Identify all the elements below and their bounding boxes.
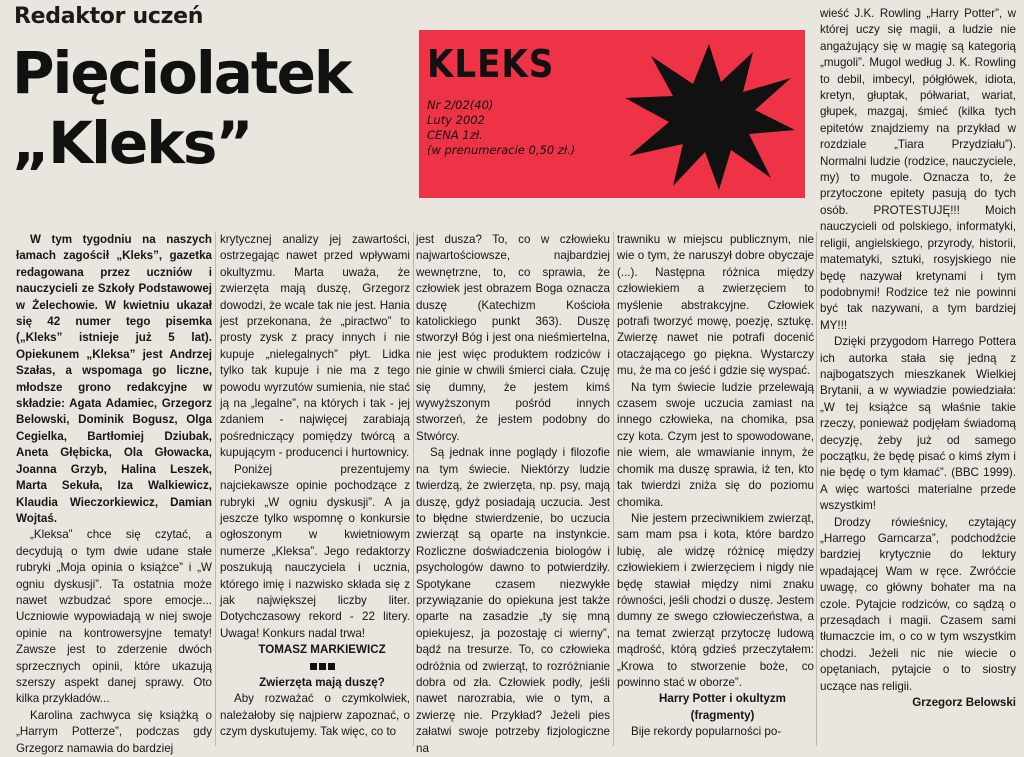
paragraph: „Kleksa” chce się czytać, a decydują o tym dwie udane stałe rubryki „Moja opinia o książce” i „W ogniu dyskusji”. Ta ostatnia może nawet wzbudzać spore emocje... Uczniowie wypowiadają w niej swoje opinie na kontrowersyjne tematy! Zawsze jest to zderzenie dwóch sprzecznych opinii, które ukazują szerszy aspekt danej sprawy. Oto kilka przykładów... xyxy=(16,528,212,706)
kleks-issue: Nr 2/02(40) xyxy=(427,98,494,112)
headline-line-2: „Kleks” xyxy=(12,109,252,177)
headline xyxy=(12,38,412,178)
kleks-issue-info xyxy=(427,98,575,158)
paragraph: Są jednak inne poglądy i filozofie na tym świecie. Niektórzy ludzie twierdzą, że zwierzęta, np. psy, mają duszę, gdyż posiadają uczucia. Jest to błędne stwierdzenie, bo uczucia zwierząt są oparte na instynkcie. Rozliczne doświadczenia biologów i psychologów dawno to potwierdziły. Spotykane czasem niezwykłe przywiązanie do opiekuna jest także oparte na zasadzie „ty się mną opiekujesz, ja pozostaję ci wierny”, bądź na tresurze. To, co człowieka odróżnia od zwierząt, to rozróżnianie dobra od zła. Człowiek podły, jeśli nawet narozrabia, wie o tym, a zwierzę nie. Przykład? Jeżeli pies załatwi swoje potrzeby fizjologiczne na xyxy=(416,446,610,755)
lead-paragraph: W tym tygodniu na naszych łamach zagościł „Kleks”, gazetka redagowana przez uczniów i nauczycieli ze Szkoły Podstawowej w Żelechowie. W kwietniu ukazał się 42 numer tego pisemka („Kleks” istnieje już 5 lat). Opiekunem „Kleksa” jest Andrzej Szałas, a wspomaga go liczne, młodsze grono redakcyjne w składzie: Agata Adamiec, Grzegorz Belowski, Dominik Bogusz, Olga Cegielka, Bartłomiej Dziubak, Aneta Głębicka, Ola Głowacka, Joanna Grzyb, Halina Leszek, Marta Sekuła, Iza Walkiewicz, Klaudia Wieczorkiewicz, Damian Wojtaś. xyxy=(16,233,212,525)
column-rule xyxy=(613,232,614,746)
paragraph: Karolina zachwyca się książką o „Harrym Potterze”, podczas gdy Grzegorz namawia do bardziej xyxy=(16,708,212,755)
column-1 xyxy=(16,232,212,755)
byline-tomasz-markiewicz: TOMASZ MARKIEWICZ xyxy=(258,643,386,657)
paragraph: wieść J.K. Rowling „Harry Potter”, w której uczy się magii, a ludzie nie angażujący się w magię są kategorią „mugoli”. Mugol według J. K. Rowling to debil, imbecyl, półgłówek, idiota, kretyn, głuptak, półwariat, wariat, głupek, mazgaj, śmieć (kilka tych epitetów znajdziemy na przykład w rozdziale „Tiara Przydziału”). Normalni ludzie (rodzice, nauczyciele, my) to mugole. Oznacza to, że przytoczone epitety pasują do tych osób. PROTESTUJĘ!!! Moich nauczycieli od polskiego, informatyki, religii, angielskiego, przyrody, historii, matematyki, sztuki, rosyjskiego nie będę nazywał kretynami i tym podobnymi! Rodzice też nie powinni być tak nazywani, a tym bardziej MY!!! xyxy=(820,7,1016,332)
ink-splat-icon xyxy=(621,38,797,194)
paragraph: trawniku w miejscu publicznym, nie wie o tym, że naruszył dobre obyczaje (...). Następna różnica między człowiekiem a zwierzęciem to myślenie abstrakcyjne. Człowiek potrafi tworzyć mowę, poezję, sztukę. Zwierzę nawet nie potrafi docenić otaczającego go piękna. Wystarczy mu, że ma co jeść i gdzie się wyspać. xyxy=(617,233,814,378)
subhead-harry-potter: Harry Potter i okultyzm xyxy=(659,692,786,706)
paragraph: Poniżej prezentujemy najciekawsze opinie pochodzące z rubryki „W ogniu dyskusji”. A ja jeszcze tylko wspomnę o konkursie ogłoszonym w kwietniowym numerze „Kleksa”. Jego redaktorzy poszukują nauczyciela i ucznia, którego imię i nazwisko składa się z jak największej liczby liter. Dotychczasowy rekord - 22 litery. Uwaga! Konkurs nadal trwa! xyxy=(220,462,410,640)
paragraph: Bije rekordy popularności po- xyxy=(631,725,782,739)
kleks-date: Luty 2002 xyxy=(427,113,485,127)
paragraph: Nie jestem przeciwnikiem zwierząt, sam mam psa i kota, które bardzo lubię, ale widzę różnicę między człowiekiem i zwierzęciem i nigdy nie będę stawiał między nimi znaku równości, jeśli chodzi o duszę. Jestem dumny ze swego człowieczeństwa, a na temat zwierząt przytoczę ludową mądrość, którą gdzieś przeczytałem: „Krowa to stworzenie boże, co powinno stać w oborze”. xyxy=(617,511,814,689)
column-rule xyxy=(413,232,414,746)
column-4 xyxy=(617,232,814,746)
subhead-fragmenty: (fragmenty) xyxy=(690,708,755,722)
paragraph: Drodzy rówieśnicy, czytający „Harrego Garncarza”, podchodźcie bardziej krytycznie do lektury wpadającej Wam w ręce. Zwróćcie uwagę, co główny bohater ma na czole. Pytajcie rodziców, co sądzą o przesądach i magii. Czasem sami tłumaczcie im, o co w tym wszystkim chodzi. Jeżeli nic nie wiecie o opętaniach, pytajcie o to siostry uczące nas religii. xyxy=(820,515,1016,693)
column-3 xyxy=(416,232,610,755)
kleks-masthead-box xyxy=(419,30,805,198)
paragraph: krytycznej analizy jej zawartości, ostrzegając nawet przed wpływami okultyzmu. Marta uważa, że zwierzęta mają duszę, Grzegorz dowodzi, że wcale tak nie jest. Hania jest przekonana, że „piractwo” to prosty zysk z pracy innych i nie kupuje „nielegalnych” płyt. Lidka tylko tak kupuje i nie ma z tego powodu wyrzutów sumienia, nie stać ją na „legalne”, na których i tak - jej zdaniem - najwięcej zarabiają pośredniczący pomiędzy twórcą a kupującym - producenci i hurtownicy. xyxy=(220,233,410,460)
subhead-zwierzeta: Zwierzęta mają duszę? xyxy=(259,675,385,689)
paragraph: Dzięki przygodom Harrego Pottera ich autorka stała się jedną z najbogatszych mieszkanek Wielkiej Brytanii, a w wywiadzie powiedziała: „W tej książce są właśnie takie rzeczy, ponieważ podjęłam świadomą decyzję, żeby już od samego początku, że będę pisać o kimś złym i nie będę o tym kłamać”. (BBC 1999). A więc wartości materialne przede wszystkim! xyxy=(820,335,1016,513)
column-5 xyxy=(820,6,1016,746)
paragraph: Na tym świecie ludzie przelewają czasem swoje uczucia zamiast na innego człowieka, na chomika, psa czy kota. Czym jest to spowodowane, nie wiem, ale wmawianie innym, że chomik ma duszę sprawia, iż ten, kto tak twierdzi zniża się do poziomu chomika. xyxy=(617,380,814,509)
paragraph: Aby rozważać o czymkolwiek, należałoby się najpierw zapoznać, o czym dyskutujemy. Tak więc, co to xyxy=(220,692,410,739)
kleks-title: KLEKS xyxy=(427,42,555,86)
kleks-price: CENA 1zł. xyxy=(427,128,483,142)
byline-grzegorz-belowski: Grzegorz Belowski xyxy=(912,696,1016,710)
paragraph: jest dusza? To, co w człowieku najwartościowsze, najbardziej wewnętrzne, to, co sprawia, że człowiek jest obrazem Boga oznacza duszę (Katechizm Kościoła katolickiego punkt 363). Duszę stworzył Bóg i jest ona nieśmiertelna, nie jest więc produktem rodziców i nie ginie w chwili śmierci ciała. Czuję się dumny, że jestem kimś wywyższonym pośród innych stworzeń, że jestem podobny do Stwórcy. xyxy=(416,233,610,443)
column-rule xyxy=(816,232,817,746)
column-2 xyxy=(220,232,410,746)
headline-line-1: Pięciolatek xyxy=(12,39,351,107)
section-divider-icon xyxy=(220,659,410,675)
kleks-subscription: (w prenumeracie 0,50 zł.) xyxy=(427,143,576,157)
kicker: Redaktor uczeń xyxy=(14,4,204,29)
column-rule xyxy=(215,232,216,746)
